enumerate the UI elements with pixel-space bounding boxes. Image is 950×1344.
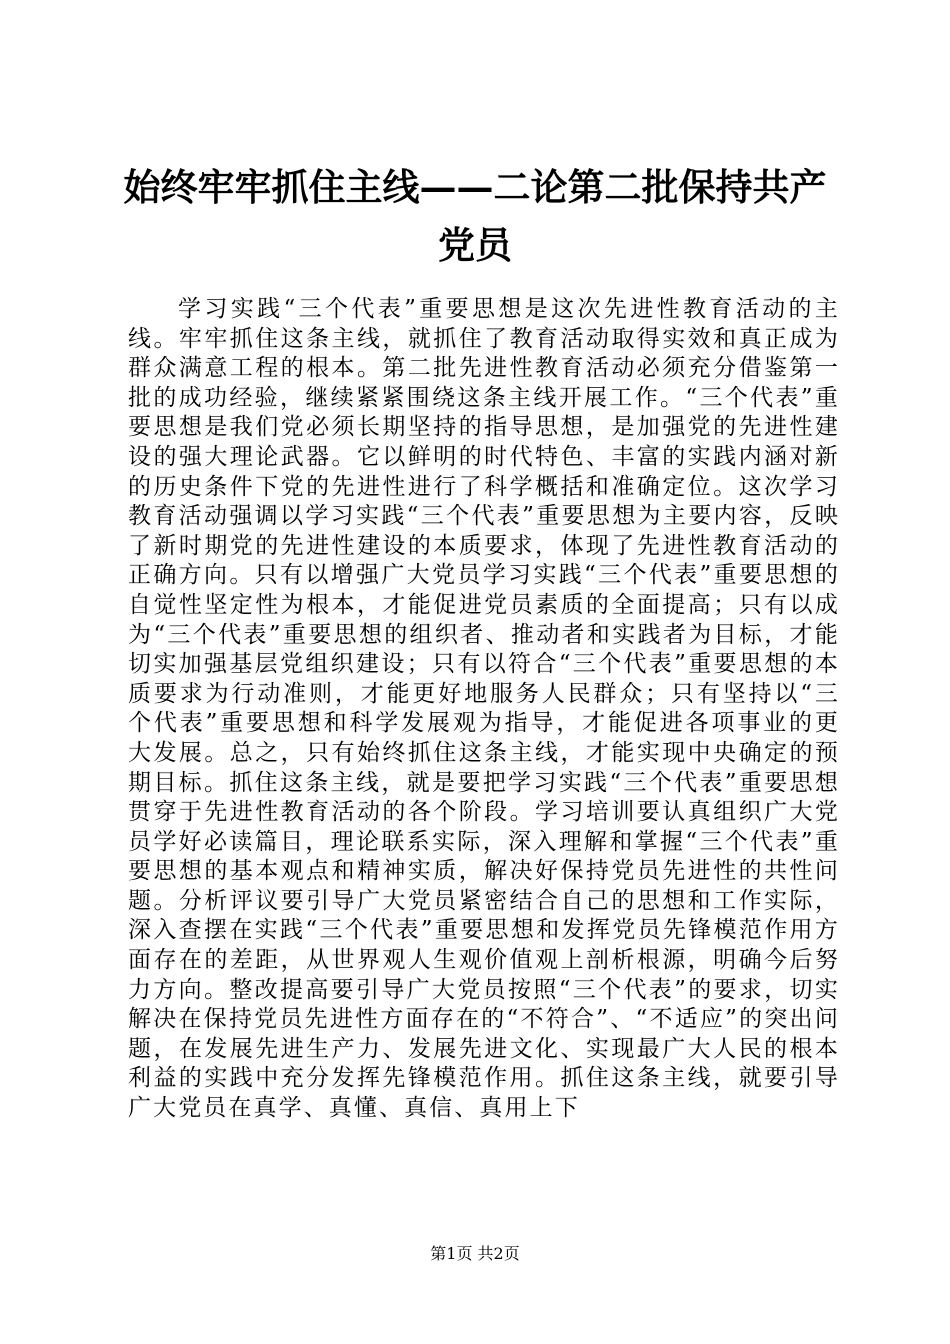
document-title: 始终牢牢抓住主线——二论第二批保持共产党员 <box>123 165 827 267</box>
page-footer: 第1页 共2页 <box>430 1244 520 1263</box>
body-paragraph: 学习实践“三个代表”重要思想是这次先进性教育活动的主线。牢牢抓住这条主线，就抓住了教育活动取得实效和真正成为群众满意工程的根本。第二批先进性教育活动必须充分借鉴第一批的成功经验，继续紧紧围绕这条主线开展工作。“三个代表”重要思想是我们党必须长期坚持的指导思想，是加强党的先进性建设的强大理论武器。它以鲜明的时代特色、丰富的实践内涵对新的历史条件下党的先进性进行了科学概括和准确定位。这次学习教育活动强调以学习实践“三个代表”重要思想为主要内容，反映了新时期党的先进性建设的本质要求，体现了先进性教育活动的正确方向。只有以增强广大党员学习实践“三个代表”重要思想的自觉性坚定性为根本，才能促进党员素质的全面提高；只有以成为“三个代表”重要思想的组织者、推动者和实践者为目标，才能切实加强基层党组织建设；只有以符合“三个代表”重要思想的本质要求为行动准则，才能更好地服务人民群众；只有坚持以“三个代表”重要思想和科学发展观为指导，才能促进各项事业的更大发展。总之，只有始终抓住这条主线，才能实现中央确定的预期目标。抓住这条主线，就是要把学习实践“三个代表”重要思想贯穿于先进性教育活动的各个阶段。学习培训要认真组织广大党员学好必读篇目，理论联系实际，深入理解和掌握“三个代表”重要思想的基本观点和精神实质，解决好保持党员先进性的共性问题。分析评议要引导广大党员紧密结合自己的思想和工作实际，深入查摆在实践“三个代表”重要思想和发挥党员先锋模范作用方面存在的差距，从世界观人生观价值观上剖析根源，明确今后努力方向。整改提高要引导广大党员按照“三个代表”的要求，切实解决在保持党员先进性方面存在的“不符合”、“不适应”的突出问题，在发展先进生产力、发展先进文化、实现最广大人民的根本利益的实践中充分发挥先锋模范作用。抓住这条主线，就要引导广大党员在真学、真懂、真信、真用上下 <box>128 296 840 1122</box>
